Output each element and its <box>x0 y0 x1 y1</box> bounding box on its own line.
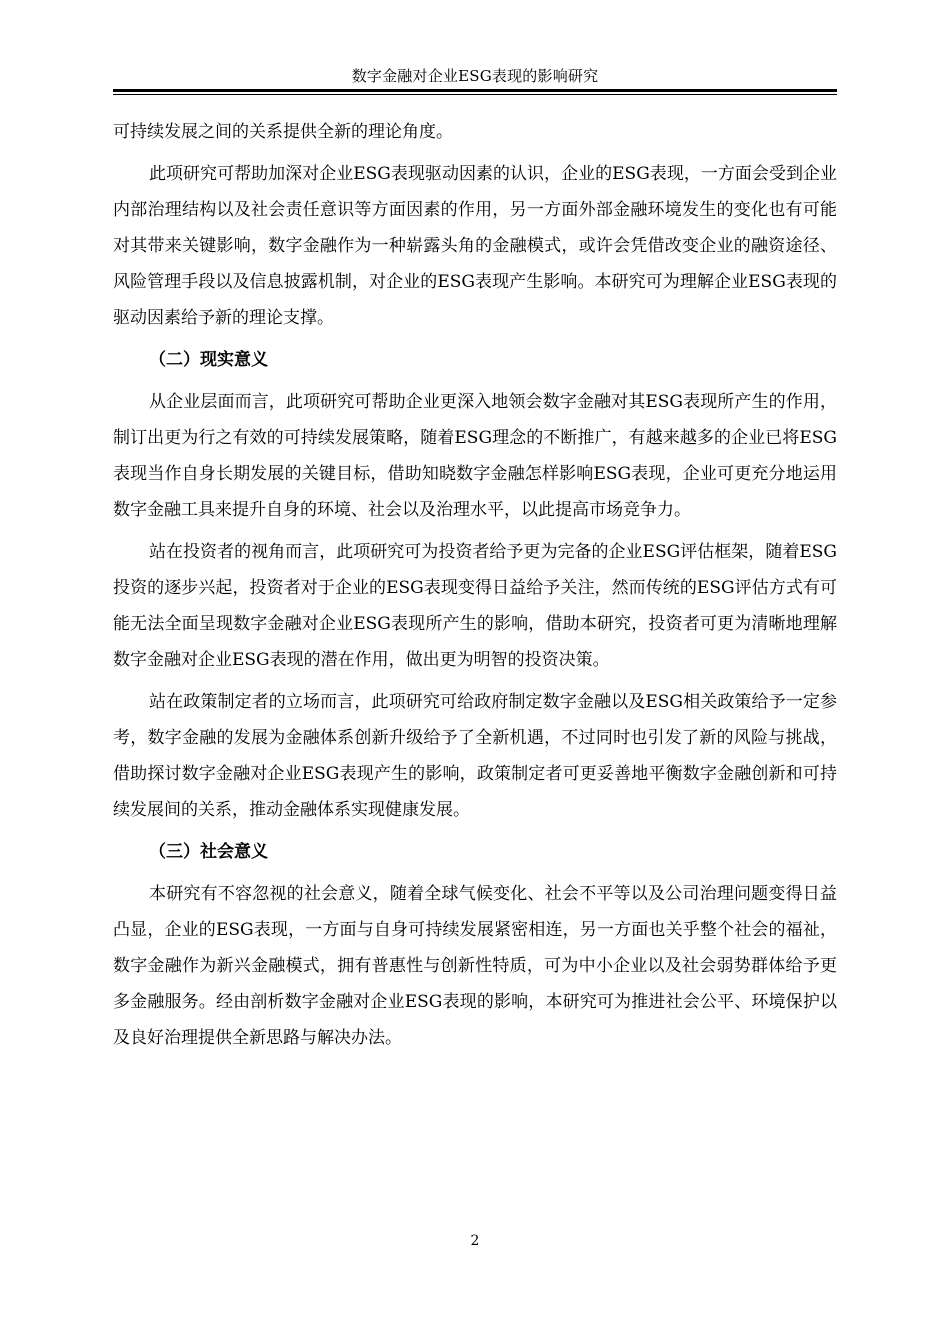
heading-social-significance: （三）社会意义 <box>149 842 268 862</box>
paragraph-social: 本研究有不容忽视的社会意义，随着全球气候变化、社会不平等以及公司治理问题变得日益凸显，企业的ESG表现，一方面与自身可持续发展紧密相连，另一方面也关乎整个社会的福祉，数字金融作为新兴金融模式，拥有普惠性与创新性特质，可为中小企业以及社会弱势群体给予更多金融服务。经由剖析数字金融对企业ESG表现的影响，本研究可为推进社会公平、环境保护以及良好治理提供全新思路与解决办法。 <box>113 884 837 1048</box>
paragraph-continuation: 可持续发展之间的关系提供全新的理论角度。 <box>113 122 453 142</box>
header-divider-thick <box>113 89 837 92</box>
paragraph-practical-policy: 站在政策制定者的立场而言，此项研究可给政府制定数字金融以及ESG相关政策给予一定参考，数字金融的发展为金融体系创新升级给予了全新机遇，不过同时也引发了新的风险与挑战，借助探讨数字金融对企业ESG表现产生的影响，政策制定者可更妥善地平衡数字金融创新和可持续发展间的关系，推动金融体系实现健康发展。 <box>113 692 837 820</box>
heading-practical-significance: （二）现实意义 <box>149 350 268 370</box>
paragraph-practical-investor: 站在投资者的视角而言，此项研究可为投资者给予更为完备的企业ESG评估框架，随着ESG投资的逐步兴起，投资者对于企业的ESG表现变得日益给予关注，然而传统的ESG评估方式有可能无法全面呈现数字金融对企业ESG表现所产生的影响，借助本研究，投资者可更为清晰地理解数字金融对企业ESG表现的潜在作用，做出更为明智的投资决策。 <box>113 542 837 670</box>
header-divider-thin <box>113 94 837 95</box>
page-header-title: 数字金融对企业ESG表现的影响研究 <box>351 67 599 85</box>
paragraph-theory: 此项研究可帮助加深对企业ESG表现驱动因素的认识，企业的ESG表现，一方面会受到企业内部治理结构以及社会责任意识等方面因素的作用，另一方面外部金融环境发生的变化也有可能对其带来关键影响，数字金融作为一种崭露头角的金融模式，或许会凭借改变企业的融资途径、风险管理手段以及信息披露机制，对企业的ESG表现产生影响。本研究可为理解企业ESG表现的驱动因素给予新的理论支撑。 <box>113 164 837 328</box>
document-body <box>113 114 837 1056</box>
page-number: 2 <box>470 1233 480 1249</box>
paragraph-practical-enterprise: 从企业层面而言，此项研究可帮助企业更深入地领会数字金融对其ESG表现所产生的作用，制订出更为行之有效的可持续发展策略，随着ESG理念的不断推广，有越来越多的企业已将ESG表现当作自身长期发展的关键目标，借助知晓数字金融怎样影响ESG表现，企业可更充分地运用数字金融工具来提升自身的环境、社会以及治理水平，以此提高市场竞争力。 <box>113 392 837 520</box>
